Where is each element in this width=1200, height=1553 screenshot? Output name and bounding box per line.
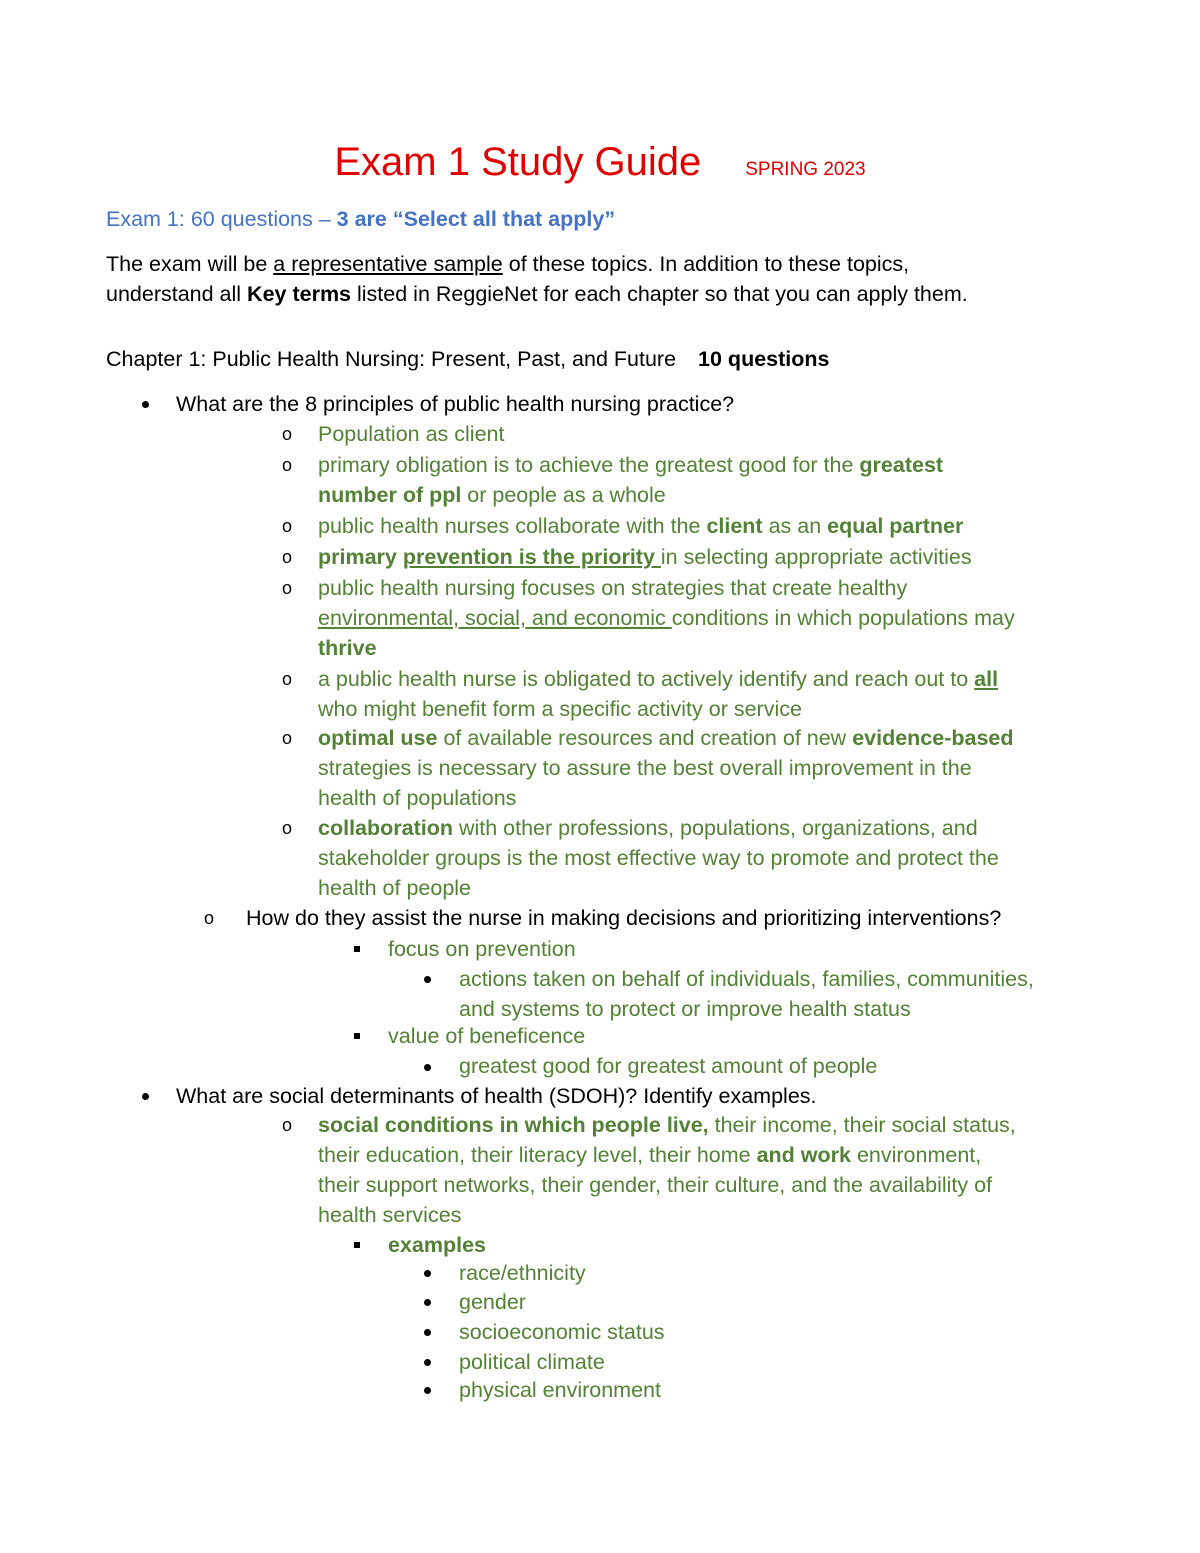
bullet-icon — [424, 1299, 431, 1306]
principle-6: a public health nurse is obligated to actively identify and reach out to all who might benefit form a specific activity or service — [318, 667, 999, 721]
example-item: gender — [459, 1290, 526, 1314]
bullet-icon — [424, 1329, 431, 1336]
principle-7: optimal use of available resources and creation of new evidence-based strategies is necessary to assure the best overall improvement in the health of populations — [318, 726, 1014, 810]
chapter-heading: Chapter 1: Public Health Nursing: Present, Past, and Future 10 questions — [106, 347, 830, 371]
question-principles: What are the 8 principles of public health nursing practice? — [176, 392, 735, 416]
assist-item-2-detail: greatest good for greatest amount of people — [459, 1054, 878, 1078]
example-item: physical environment — [459, 1378, 661, 1402]
circle-bullet-icon: o — [282, 578, 293, 598]
intro-paragraph: The exam will be a representative sample of these topics. In addition to these topics, understand all Key terms listed in ReggieNet for each chapter so that you can apply them. — [106, 252, 968, 306]
circle-bullet-icon: o — [282, 424, 293, 444]
circle-bullet-icon: o — [204, 908, 215, 928]
assist-item-1-detail: actions taken on behalf of individuals, families, communities, and systems to protect or improve health status — [459, 967, 1034, 1021]
principle-2: primary obligation is to achieve the greatest good for the greatest number of ppl or people as a whole — [318, 453, 944, 507]
square-bullet-icon — [354, 1033, 360, 1039]
principle-3: public health nurses collaborate with the client as an equal partner — [318, 514, 964, 538]
sdoh-definition: social conditions in which people live, their income, their social status, their education, their literacy level, their home and work environment, their support networks, their gender, their culture, and the availability of health services — [318, 1113, 1016, 1227]
exam-summary: Exam 1: 60 questions – 3 are “Select all that apply” — [106, 207, 616, 231]
principle-8: collaboration with other professions, populations, organizations, and stakeholder groups is the most effective way to promote and protect the health of people — [318, 816, 999, 900]
example-item: socioeconomic status — [459, 1320, 665, 1344]
circle-bullet-icon: o — [282, 728, 293, 748]
page-title: Exam 1 Study Guide — [334, 140, 702, 184]
example-item: political climate — [459, 1350, 605, 1374]
circle-bullet-icon: o — [282, 455, 293, 475]
bullet-icon — [424, 1064, 431, 1071]
sub-question: How do they assist the nurse in making decisions and prioritizing interventions? — [246, 906, 1002, 930]
bullet-icon — [142, 401, 149, 408]
principle-4: primary prevention is the priority in selecting appropriate activities — [318, 545, 972, 569]
assist-item-2: value of beneficence — [388, 1024, 586, 1048]
examples-heading: examples — [388, 1233, 487, 1257]
assist-item-1: focus on prevention — [388, 937, 576, 961]
bullet-icon — [424, 1387, 431, 1394]
circle-bullet-icon: o — [282, 516, 293, 536]
circle-bullet-icon: o — [282, 1115, 293, 1135]
bullet-icon — [142, 1093, 149, 1100]
circle-bullet-icon: o — [282, 547, 293, 567]
example-item: race/ethnicity — [459, 1261, 586, 1285]
bullet-icon — [424, 1270, 431, 1277]
header — [0, 140, 1200, 185]
circle-bullet-icon: o — [282, 818, 293, 838]
principle-1: Population as client — [318, 422, 505, 446]
square-bullet-icon — [354, 946, 360, 952]
term-label: SPRING 2023 — [745, 159, 866, 180]
bullet-icon — [424, 976, 431, 983]
circle-bullet-icon: o — [282, 669, 293, 689]
bullet-icon — [424, 1359, 431, 1366]
question-sdoh: What are social determinants of health (SDOH)? Identify examples. — [176, 1084, 817, 1108]
square-bullet-icon — [354, 1242, 360, 1248]
principle-5: public health nursing focuses on strategies that create healthy environmental, social, and economic conditions in which populations may thrive — [318, 576, 1015, 660]
